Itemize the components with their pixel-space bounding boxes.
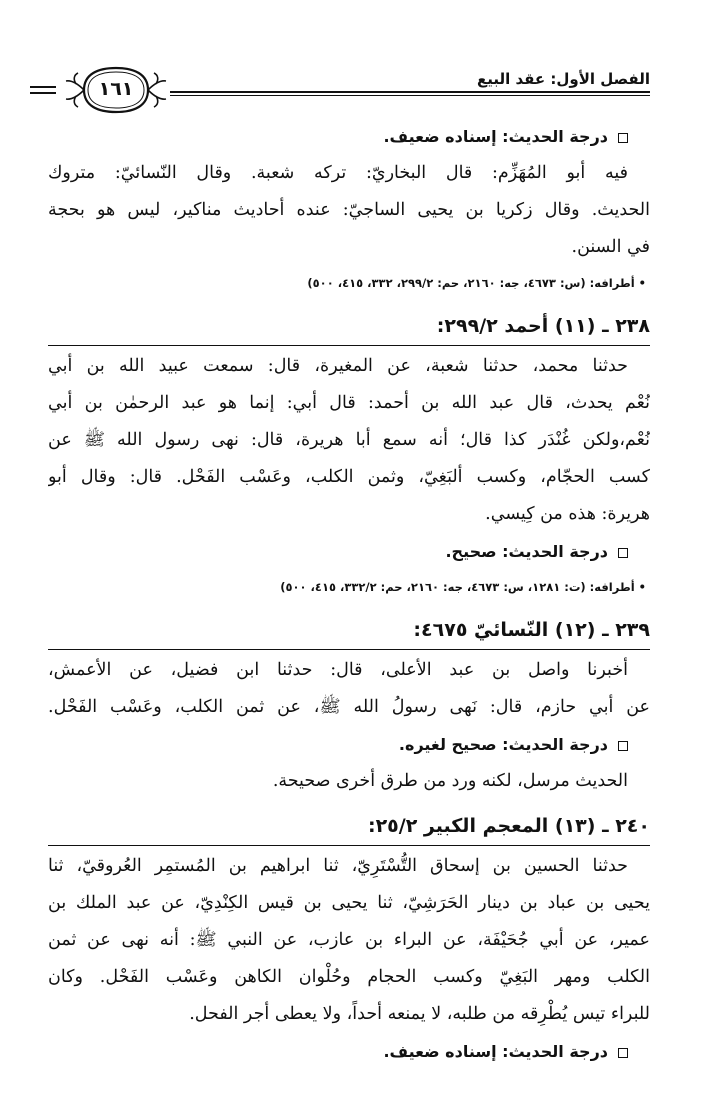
square-bullet-icon [618,548,628,558]
text-line: يحيى بن عباد بن دينار الحَرَشِيّ، ثنا يحيى بن قيس الكِنْدِيّ، عن عبد الملك بن [48,893,650,913]
header-double-dash [30,86,56,96]
text-line: عن أبي حازم، قال: نَهى رسولُ الله ﷺ، عن ثمن الكلب، وعَسْب الفَحْل. [48,697,650,717]
hadith-grade: درجة الحديث: إسناده ضعيف. [48,118,650,155]
hadith-grade: درجة الحديث: صحيح. [48,533,650,570]
text-line: كسب الحجّام، وكسب ألبَغِيّ، وثمن الكلب، وعَسْب الفَحْل. قال: وقال أبو [48,467,650,487]
heading-rule [48,345,650,346]
text-line: نُعْم،ولكن غُنْدَر كذا قال؛ أنه سمع أبا هريرة، قال: نهى رسول الله ﷺ عن [48,430,650,450]
text-line: فيه أبو المُهَزِّم: قال البخاريّ: تركه شعبة. وقال النّسائيّ: متروك [48,163,628,183]
text-line: هريرة: هذه من كِيسي. [485,504,650,524]
text-line: حدثنا محمد، حدثنا شعبة، عن المغيرة، قال: سمعت عبيد الله بن أبي [48,356,628,376]
atraf-line: • أطرافه: (ت: ١٢٨١، س: ٤٦٧٣، جه: ٢١٦٠، حم: ٣٣٢/٢، ٤١٥، ٥٠٠) [280,580,646,594]
page-number: ١٦١ [98,78,134,100]
text-line: الحديث. وقال زكريا بن يحيى الساجيّ: عنده أحاديث مناكير، ليس هو بحجة [48,200,650,220]
atraf-line: • أطرافه: (س: ٤٦٧٣، جه: ٢١٦٠، حم: ٢٩٩/٢، ٣٣٢، ٤١٥، ٥٠٠) [307,276,646,290]
text-line: أخبرنا واصل بن عبد الأعلى، قال: حدثنا ابن فضيل، عن الأعمش، [48,660,628,680]
text-line: عمير، عن أبي جُحَيْفَة، عن البراء بن عازب، عن النبي ﷺ: أنه نهى عن ثمن [48,930,650,950]
header-rule [170,91,650,93]
grade-note: الحديث مرسل، لكنه ورد من طرق أخرى صحيحة. [272,771,628,791]
heading-rule [48,845,650,846]
hadith-heading: ٢٣٩ ـ (١٢) النّسائيّ ٤٦٧٥: [413,619,650,641]
hadith-grade: درجة الحديث: صحيح لغيره. [48,726,650,763]
header-rule-thin [170,95,650,96]
page-header [30,62,650,118]
hadith-heading: ٢٣٨ ـ (١١) أحمد ٢٩٩/٢: [436,315,650,337]
text-line: حدثنا الحسين بن إسحاق التُّسْتَرِيّ، ثنا ابراهيم بن المُستمِر العُروقيّ، ثنا [48,856,628,876]
square-bullet-icon [618,1048,628,1058]
text-line: للبراء تيس يُطْرِقه من طلبه، لا يمنعه أحداً، ولا يعطى أجر الفحل. [189,1004,650,1024]
hadith-grade: درجة الحديث: إسناده ضعيف. [48,1033,650,1070]
heading-rule [48,649,650,650]
text-line: الكلب ومهر البَغِيّ وكسب الحجام وحُلْوان الكاهن وعَسْب الفَحْل. وكان [48,967,650,987]
hadith-heading: ٢٤٠ ـ (١٣) المعجم الكبير ٢٥/٢: [367,815,650,837]
text-line: نُعْم يحدث، قال عبد الله بن أحمد: قال أبي: إنما هو عبد الرحمٰن بن أبي [48,393,650,413]
square-bullet-icon [618,133,628,143]
page-body [48,118,650,1070]
chapter-title: الفصل الأول: عقد البيع [476,70,650,88]
text-line: في السنن. [571,237,650,257]
square-bullet-icon [618,741,628,751]
